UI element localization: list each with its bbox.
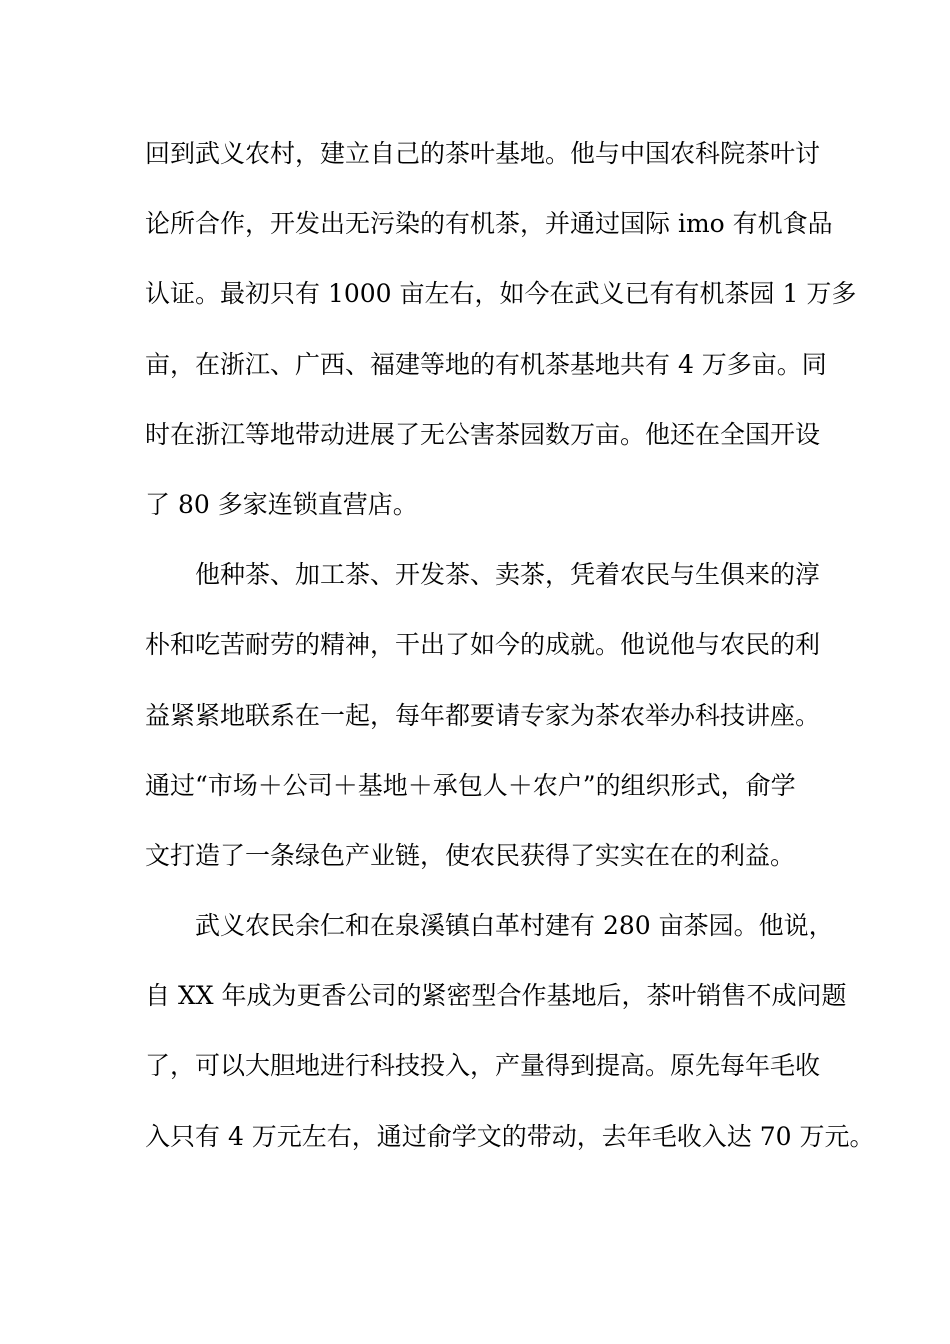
paragraph-3-line-1: 武义农民余仁和在泉溪镇白革村建有 280 亩茶园。他说， [195,911,834,941]
paragraph-1-line-6: 了 80 多家连锁直营店。 [145,489,418,519]
paragraph-3-line-4: 入只有 4 万元左右，通过俞学文的带动，去年毛收入达 70 万元。 [145,1121,875,1151]
paragraph-2-line-3: 益紧紧地联系在一起，每年都要请专家为茶农举办科技讲座。 [145,700,821,730]
paragraph-1-line-3: 认证。最初只有 1000 亩左右，如今在武义已有有机茶园 1 万多 [145,279,857,309]
paragraph-3-line-2: 自 XX 年成为更香公司的紧密型合作基地后，茶叶销售不成问题 [145,981,847,1011]
paragraph-2-line-1: 他种茶、加工茶、开发茶、卖茶，凭着农民与生俱来的淳 [195,560,821,590]
paragraph-1-line-1: 回到武义农村，建立自己的茶叶基地。他与中国农科院茶叶讨 [145,139,821,168]
paragraph-3-line-3: 了，可以大胆地进行科技投入，产量得到提高。原先每年毛收 [145,1051,821,1081]
paragraph-2-line-4: 通过“市场＋公司＋基地＋承包人＋农户”的组织形式，俞学 [145,770,796,800]
paragraph-2-line-2: 朴和吃苦耐劳的精神，干出了如今的成就。他说他与农民的利 [145,630,821,660]
paragraph-1-line-4: 亩，在浙江、广西、福建等地的有机茶基地共有 4 万多亩。同 [145,349,827,379]
document-body [145,128,875,1181]
paragraph-1-line-5: 时在浙江等地带动进展了无公害茶园数万亩。他还在全国开设 [145,419,821,449]
paragraph-1-line-2: 论所合作，开发出无污染的有机茶，并通过国际 imo 有机食品 [145,209,833,239]
paragraph-2-line-5: 文打造了一条绿色产业链，使农民获得了实实在在的利益。 [145,840,796,870]
